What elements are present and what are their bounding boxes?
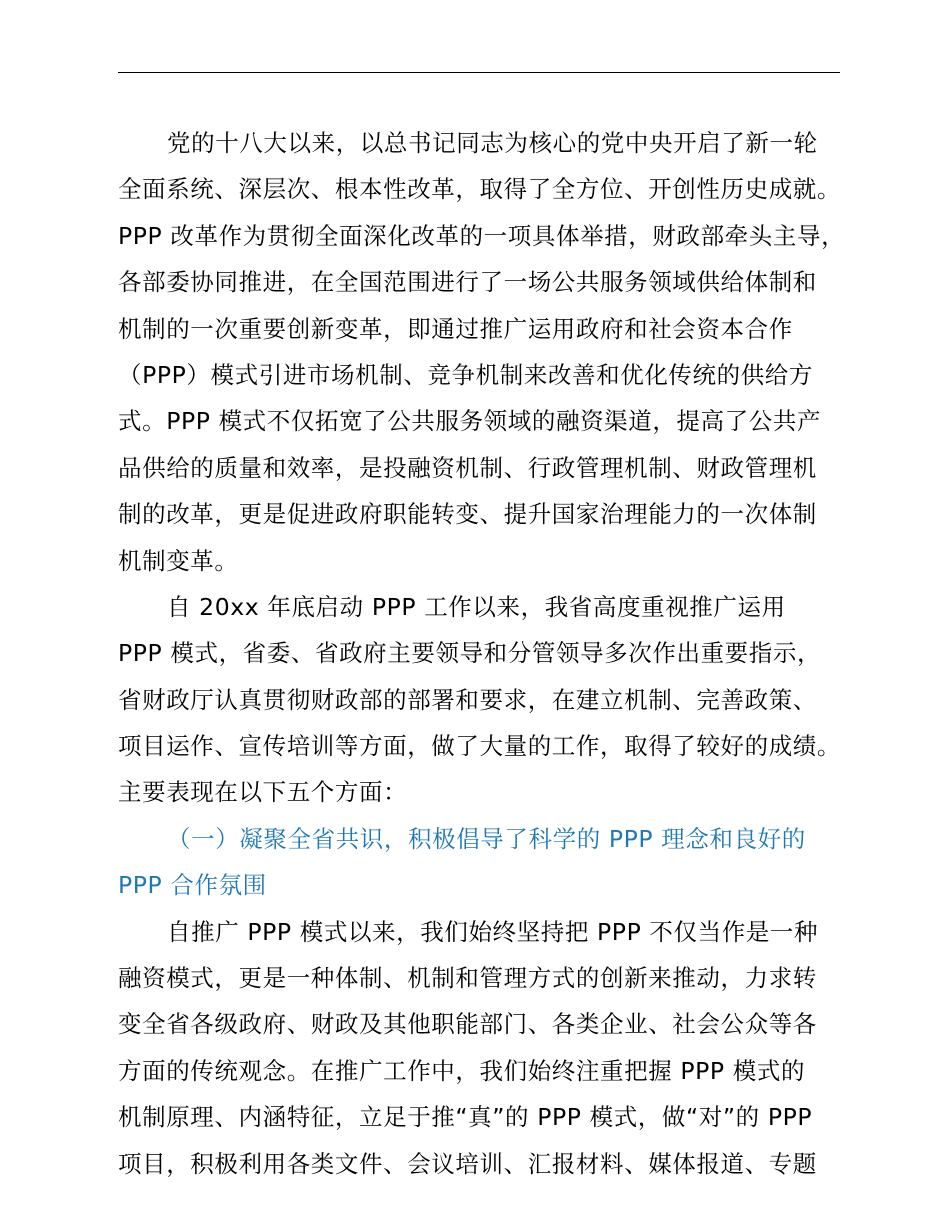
paragraph-1-line-1: 党的十八大以来，以总书记同志为核心的党中央开启了新一轮: [167, 129, 818, 157]
paragraph-3-line-5: 机制原理、内涵特征，立足于推“真”的 PPP 模式，做“对”的 PPP: [118, 1103, 813, 1132]
paragraph-2-line-3: 省财政厅认真贯彻财政部的部署和要求，在建立机制、完善政策、: [118, 685, 817, 714]
paragraph-3-line-6: 项目，积极利用各类文件、会议培训、汇报材料、媒体报道、专题: [118, 1149, 817, 1178]
paragraph-1-line-10: 机制变革。: [118, 546, 239, 575]
paragraph-1-line-2: 全面系统、深层次、根本性改革，取得了全方位、开创性历史成就。: [118, 175, 841, 204]
paragraph-1-line-5: 机制的一次重要创新变革，即通过推广运用政府和社会资本合作: [118, 314, 793, 343]
paragraph-3-line-1: 自推广 PPP 模式以来，我们始终坚持把 PPP 不仅当作是一种: [167, 917, 819, 946]
paragraph-2-line-1: 自 20xx 年底启动 PPP 工作以来，我省高度重视推广运用: [167, 592, 786, 621]
paragraph-1-line-6: （PPP）模式引进市场机制、竞争机制来改善和优化传统的供给方: [118, 360, 814, 389]
paragraph-1-line-8: 品供给的质量和效率，是投融资机制、行政管理机制、财政管理机: [118, 453, 817, 482]
body-text: [118, 120, 846, 1187]
paragraph-3-line-2: 融资模式，更是一种体制、机制和管理方式的创新来推动，力求转: [118, 964, 817, 993]
paragraph-2-line-2: PPP 模式，省委、省政府主要领导和分管领导多次作出重要指示，: [118, 639, 822, 668]
paragraph-1-line-7: 式。PPP 模式不仅拓宽了公共服务领域的融资渠道，提高了公共产: [118, 407, 822, 436]
section-heading-line-1: （一）凝聚全省共识，积极倡导了科学的 PPP 理念和良好的: [167, 824, 806, 853]
paragraph-1-line-4: 各部委协同推进，在全国范围进行了一场公共服务领域供给体制和: [118, 268, 817, 297]
paragraph-3-line-4: 方面的传统观念。在推广工作中，我们始终注重把握 PPP 模式的: [118, 1056, 806, 1085]
section-heading-line-2: PPP 合作氛围: [118, 871, 267, 900]
paragraph-2-line-5: 主要表现在以下五个方面：: [118, 778, 408, 807]
header-rule: [118, 72, 840, 73]
paragraph-3-line-3: 变全省各级政府、财政及其他职能部门、各类企业、社会公众等各: [118, 1010, 817, 1039]
paragraph-1-line-3: PPP 改革作为贯彻全面深化改革的一项具体举措，财政部牵头主导，: [118, 221, 846, 250]
paragraph-2-line-4: 项目运作、宣传培训等方面，做了大量的工作，取得了较好的成绩。: [118, 732, 841, 761]
paragraph-1-line-9: 制的改革，更是促进政府职能转变、提升国家治理能力的一次体制: [118, 500, 817, 529]
